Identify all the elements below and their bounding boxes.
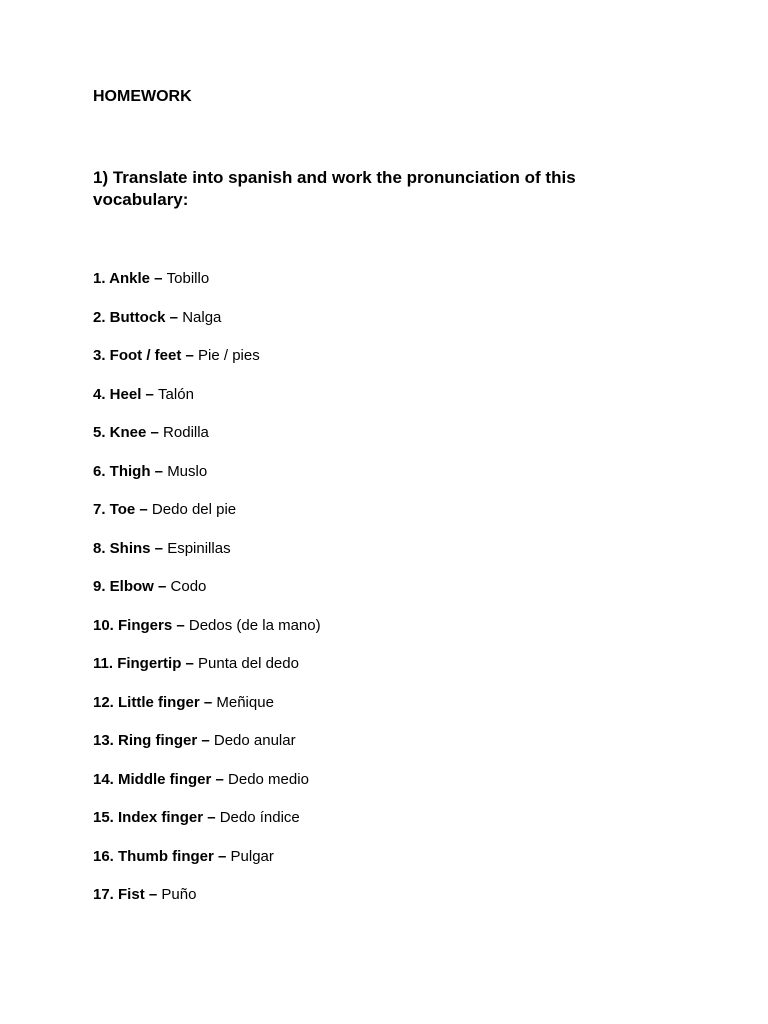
vocab-term: 6. Thigh – xyxy=(93,462,168,480)
vocab-item-7 xyxy=(93,499,321,538)
vocab-term: 2. Buttock – xyxy=(93,308,183,326)
vocab-item-1 xyxy=(93,268,321,307)
vocab-term: 8. Shins – xyxy=(93,539,168,557)
vocab-term: 16. Thumb finger – xyxy=(93,847,231,865)
vocabulary-list xyxy=(93,268,321,923)
vocab-term: 9. Elbow – xyxy=(93,578,171,595)
vocab-item-4 xyxy=(93,384,321,423)
vocab-term: 14. Middle finger – xyxy=(93,770,229,788)
vocab-translation: Espinillas xyxy=(167,539,231,557)
vocab-term: 7. Toe – xyxy=(93,501,152,518)
vocab-item-15 xyxy=(93,807,321,846)
vocab-term: 12. Little finger – xyxy=(93,693,217,711)
vocab-term: 3. Foot / feet – xyxy=(93,347,199,364)
vocab-item-5 xyxy=(93,422,321,461)
document-title: HOMEWORK xyxy=(93,88,192,105)
vocab-translation: Dedos (de la mano) xyxy=(188,616,321,634)
vocab-item-6 xyxy=(93,461,321,500)
vocab-item-2 xyxy=(93,307,321,346)
vocab-translation: Punta del dedo xyxy=(198,655,299,672)
vocab-translation: Talón xyxy=(158,385,194,403)
vocab-term: 4. Heel – xyxy=(93,385,159,403)
vocab-item-9 xyxy=(93,576,321,615)
vocab-translation: Pie / pies xyxy=(198,347,260,364)
vocab-translation: Puño xyxy=(161,886,197,903)
vocab-item-14 xyxy=(93,769,321,808)
vocab-translation: Meñique xyxy=(216,693,274,711)
vocab-term: 17. Fist – xyxy=(93,886,162,903)
vocab-translation: Rodilla xyxy=(163,424,209,441)
vocab-item-12 xyxy=(93,692,321,731)
vocab-translation: Dedo índice xyxy=(219,809,300,826)
vocab-item-8 xyxy=(93,538,321,577)
vocab-term: 15. Index finger – xyxy=(93,809,220,826)
vocab-term: 13. Ring finger – xyxy=(93,732,214,749)
vocab-translation: Dedo del pie xyxy=(151,501,237,518)
vocab-translation: Muslo xyxy=(167,462,208,480)
instruction-text: 1) Translate into spanish and work the pronunciation of this vocabulary: xyxy=(93,168,576,209)
vocab-item-16 xyxy=(93,846,321,885)
vocab-item-10 xyxy=(93,615,321,654)
vocab-translation: Pulgar xyxy=(230,847,274,865)
vocab-term: 5. Knee – xyxy=(93,424,164,441)
vocab-item-3 xyxy=(93,345,321,384)
vocab-term: 1. Ankle – xyxy=(93,270,167,287)
vocab-term: 11. Fingertip – xyxy=(93,655,199,672)
vocab-translation: Dedo medio xyxy=(228,770,309,788)
vocab-item-17 xyxy=(93,884,321,923)
vocab-translation: Dedo anular xyxy=(213,732,296,749)
vocab-item-13 xyxy=(93,730,321,769)
vocab-translation: Codo xyxy=(170,578,207,595)
vocab-translation: Nalga xyxy=(182,308,222,326)
vocab-translation: Tobillo xyxy=(166,270,210,287)
vocab-item-11 xyxy=(93,653,321,692)
vocab-term: 10. Fingers – xyxy=(93,616,189,634)
